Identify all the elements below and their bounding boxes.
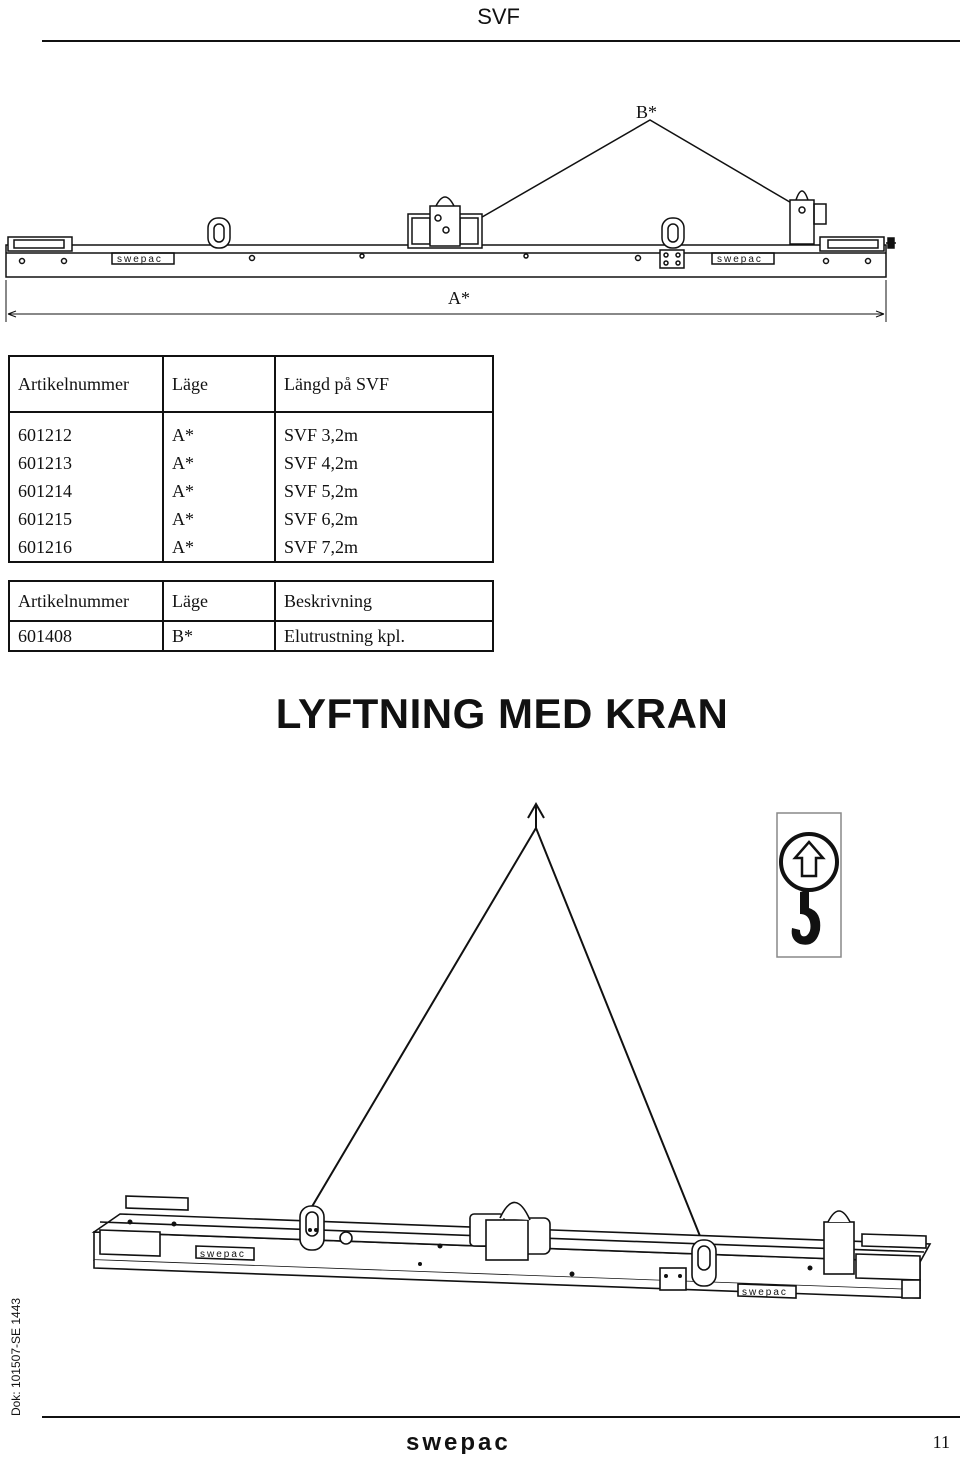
table-cell: 601408 xyxy=(9,621,163,651)
footer-rule xyxy=(42,1416,960,1418)
table-cell: SVF 7,2m xyxy=(284,536,359,557)
equipment-table xyxy=(8,580,494,652)
header-cell: Beskrivning xyxy=(275,581,493,621)
table-cell: SVF 6,2m xyxy=(284,508,359,529)
brand-plate-left: swepac xyxy=(200,1249,246,1260)
header-cell: Läge xyxy=(163,356,275,412)
table-cell: 601214 xyxy=(9,477,163,505)
table-cell: A* xyxy=(163,477,275,505)
table-row xyxy=(9,477,493,505)
table-cell: A* xyxy=(163,533,275,562)
header-cell: Artikelnummer xyxy=(9,581,163,621)
brand-plate-left: swepac xyxy=(117,254,163,265)
document-id: Dok: 101507-SE 1443 xyxy=(9,1297,23,1417)
table-cell: A* xyxy=(163,449,275,477)
brand-plate-right: swepac xyxy=(742,1287,788,1298)
table-row xyxy=(9,505,493,533)
header-cell: Artikelnummer xyxy=(9,356,163,412)
brand-plate-right: swepac xyxy=(717,254,763,265)
table-cell: 601213 xyxy=(9,449,163,477)
table-row xyxy=(9,621,493,651)
swepac-logo xyxy=(404,1430,536,1454)
table-cell: Elutrustning kpl. xyxy=(284,625,405,646)
table-cell: A* xyxy=(163,505,275,533)
section-title: LYFTNING MED KRAN xyxy=(275,690,729,737)
table-cell: 601216 xyxy=(9,533,163,562)
table-cell: B* xyxy=(163,621,275,651)
beam-lifting-diagram xyxy=(0,790,960,1350)
table-cell: A* xyxy=(163,412,275,449)
page-number: 11 xyxy=(932,1432,950,1452)
table-cell: 601212 xyxy=(9,412,163,449)
table-header-row xyxy=(9,356,493,412)
label-b: B* xyxy=(636,102,658,122)
table-header-row xyxy=(9,581,493,621)
label-a: A* xyxy=(448,288,470,308)
table-cell: 601215 xyxy=(9,505,163,533)
length-table xyxy=(8,355,494,563)
table-row xyxy=(9,533,493,562)
table-row xyxy=(9,412,493,449)
header-cell: Läge xyxy=(163,581,275,621)
table-cell: SVF 3,2m xyxy=(284,424,359,445)
footer-logo-text: swepac xyxy=(406,1430,511,1454)
page-header-title: SVF xyxy=(477,4,520,29)
table-cell: SVF 5,2m xyxy=(284,480,359,501)
table-row xyxy=(9,449,493,477)
header-cell: Längd på SVF xyxy=(275,356,493,412)
beam-top-view-diagram xyxy=(0,90,960,330)
table-cell: SVF 4,2m xyxy=(284,452,359,473)
header-rule xyxy=(42,40,960,42)
